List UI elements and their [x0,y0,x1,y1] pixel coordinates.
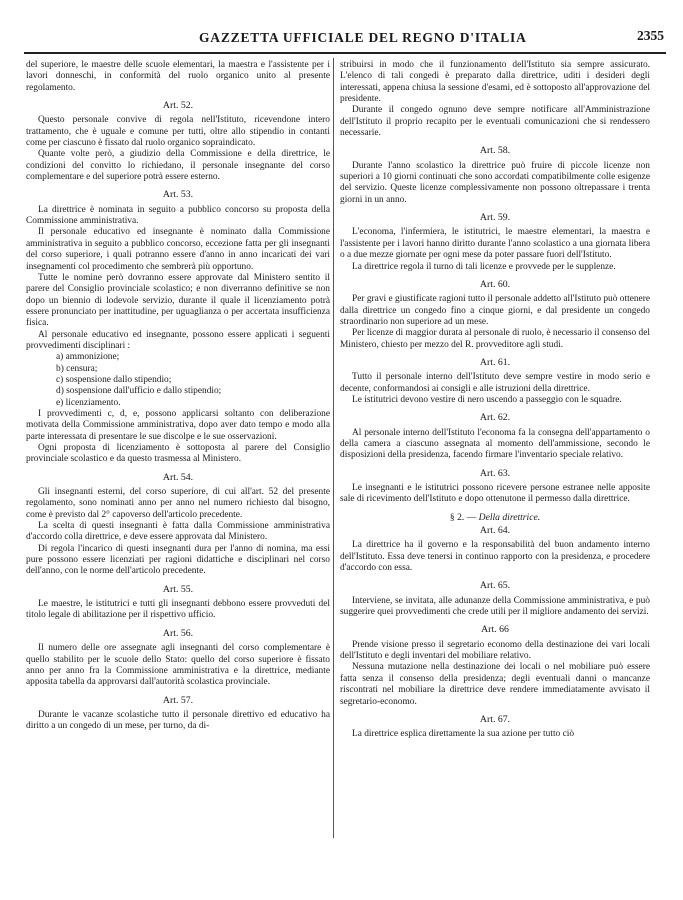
paragraph: Questo personale convive di regola nell'Istituto, ricevendone intero trattamento, che è uguale e comune per tutti, oltre allo stipendio in contanti come per ciascuno è fissato dal ruolo organico sopraindicato. [26,115,330,149]
paragraph: Al personale educativo ed insegnante, possono essere applicati i seguenti provvedimenti disciplinari : [26,329,330,351]
article-heading: Art. 61. [479,356,511,368]
list-item: b) censura; [56,363,98,374]
paragraph: Le istitutrici devono vestire di nero uscendo a passeggio con le squadre. [352,394,622,405]
paragraph: Le maestre, le istitutrici e tutti gli insegnanti debbono essere provveduti del titolo legale di abilitazione per il rispettivo ufficio. [26,599,330,621]
gazette-title: GAZZETTA UFFICIALE DEL REGNO D'ITALIA [199,30,527,45]
paragraph: I provvedimenti c, d, e, possono applicarsi soltanto con deliberazione motivata della Commissione amministrativa, dopo aver dato tempo e modo alla parte interessata di presentare le sue discolpe e le sue osservazioni. [26,408,330,442]
article-heading: Art. 65. [479,580,511,592]
article-heading: Art. 58. [479,145,511,157]
paragraph: Il personale educativo ed insegnante è nominato dalla Commissione amministrativa in seguito a pubblico concorso, eccezione fatta per gli insegnanti del corso superiore, i quali potranno essere d'anno in anno incaricati dei vari insegnamenti col procedimento che sembrerà più opportuno. [26,227,330,272]
header-rule [24,52,666,54]
paragraph: del superiore, le maestre delle scuole elementari, la maestra e l'assistente per i lavori donneschi, in conformità del ruolo organico unito al presente regolamento. [26,60,330,93]
list-item: a) ammonizione; [56,352,120,363]
article-heading: Art. 55. [162,583,194,595]
column-divider [333,58,334,838]
paragraph: Nessuna mutazione nella destinazione dei locali o nel mobiliare può essere fatta senza il consenso della presidenza; degli eventuali danni o mancanze riscontrati nel mobiliare la direttrice deve rendere immediatamente avvisato il segretario-economo. [340,662,650,707]
paragraph: Ogni proposta di licenziamento è sottoposta al parere del Consiglio provinciale scolastico e da questo trasmessa al Ministero. [26,443,330,465]
list-item: d) sospensione dall'ufficio e dallo stipendio; [56,386,222,397]
paragraph: L'economa, l'infermiera, le istitutrici, le maestre elementari, la maestra e l'assistente per i lavori hanno diritto durante l'anno scolastico a una giornata libera o a due mezze giornate per ogni mese da poter passare fuori dell'Istituto. [340,227,650,261]
paragraph: Interviene, se invitata, alle adunanze della Commissione amministrativa, e può suggerire quei provvedimenti che crede utili per il migliore andamento dei servizi. [340,595,650,618]
paragraph: La direttrice ha il governo e la responsabilità del buon andamento interno dell'Istituto. Essa deve tenersi in continuo rapporto con la presidenza, e procedere d'accordo con essa. [340,540,650,574]
right-column [340,60,650,741]
paragraph: Per gravi e giustificate ragioni tutto il personale addetto all'Istituto può ottenere dalla direttrice un congedo fino a cinque giorni, e dal presidente un congedo straordinario non superiore ad un mese. [340,294,650,327]
paragraph: Al personale interno dell'Istituto l'economa fa la consegna dell'appartamento o della camera a ciascuno assegnata al momento dell'ammissione, secondo le disposizioni della presidenza, facendo firmare l'inventario speciale relativo. [340,427,650,461]
article-heading: Art. 62. [479,412,511,424]
article-heading: Art. 52. [162,100,194,112]
article-heading: Art. 67. [479,713,511,725]
paragraph: Le insegnanti e le istitutrici possono ricevere persone estranee nelle apposite sale di ricevimento dell'Istituto e dopo ottenutone il permesso dalla direttrice. [340,483,650,505]
paragraph: stribuirsi in modo che il funzionamento dell'Istituto sia sempre assicurato. L'elenco di tali congedi è preparato dalla direttrice, uditi i desideri degli interessati, appena chiusa la sessione d'esami, ed è sottoposto all'approvazione del presidente. [340,60,650,105]
article-heading: Art. 53. [162,189,194,201]
paragraph: Durante il congedo ognuno deve sempre notificare all'Amministrazione dell'Istituto il proprio recapito per le eventuali comunicazioni che si rendessero necessarie. [340,105,650,139]
article-heading: Art. 60. [479,278,511,290]
paragraph: La direttrice esplica direttamente la sua azione per tutto ciò [352,729,575,740]
paragraph: Quante volte però, a giudizio della Commissione e della direttrice, le condizioni del convitto lo richiedano, il personale insegnante del corso complementare e del superiore potrà essere esterno. [26,149,330,183]
section-label: § 2. — [449,511,479,523]
section-heading [340,512,650,523]
paragraph: Di regola l'incarico di questi insegnanti dura per l'anno di nomina, ma essi pure possono essere licenziati per ragioni didattiche e disciplinari nel corso dell'anno, con le norme dell'articolo precedente. [26,543,330,577]
article-heading: Art. 63. [479,467,511,479]
article-heading: Art. 54. [162,471,194,483]
paragraph: Per licenze di maggior durata al personale di ruolo, è necessario il consenso del Ministero, chiesto per mezzo del R. provveditore agli studi. [340,328,650,350]
disciplinary-list [26,352,330,409]
paragraph: Durante l'anno scolastico la direttrice può fruire di piccole licenze non superiori a 10 giorni continuati che sono accordati compatibilmente colle esigenze del servizio. Queste licenze complessivamente non possono oltrepassare i trenta giorni in un anno. [340,160,650,205]
paragraph: La direttrice è nominata in seguito a pubblico concorso su proposta della Commissione amministrativa. [26,204,330,227]
article-heading: Art. 57. [162,694,194,706]
list-item: c) sospensione dallo stipendio; [56,374,172,385]
paragraph: La direttrice regola il turno di tali licenze e provvede per le supplenze. [352,261,616,272]
article-heading: Art. 59. [479,212,511,224]
section-title: Della direttrice. [478,511,541,523]
left-column [26,60,330,733]
paragraph: La scelta di questi insegnanti è fatta dalla Commissione amministrativa d'accordo colla direttrice, e deve essere approvata dal Ministero. [26,521,330,543]
article-heading: Art. 56. [162,627,194,639]
paragraph: Gli insegnanti esterni, del corso superiore, di cui all'art. 52 del presente regolamento, sono nominati anno per anno nel numero richiesto dal bisogno, come è previsto dal 2° capoverso dell'articolo precedente. [26,487,330,520]
paragraph: Tutto il personale interno dell'Istituto deve sempre vestire in modo serio e decente, conformandosi ai consigli e alle istruzioni della direttrice. [340,372,650,394]
article-heading: Art. 64. [479,525,511,537]
page-number: 2355 [637,28,664,43]
paragraph: Durante le vacanze scolastiche tutto il personale direttivo ed educativo ha diritto a un congedo di un mese, per turno, da di- [26,709,330,732]
paragraph: Tutte le nomine però dovranno essere approvate dal Ministero sentito il parere del Consiglio provinciale scolastico; e non diverranno definitive se non dopo un biennio di lodevole servizio, durante il quale il licenziamento potrà essere pronunciato per inattitudine, per uguaglianza o per accertata insufficienza fisica. [26,272,330,329]
paragraph: Prende visione presso il segretario economo della destinazione dei vari locali dell'Istituto e degli inventari del mobiliare relativo. [340,639,650,662]
list-item: e) licenziamento. [56,397,121,408]
paragraph: Il numero delle ore assegnate agli insegnanti del corso complementare è quello stabilito per le scuole dello Stato: quello del corso superiore è fissato anno per anno fra la Commissione amministrativa e la direttrice, mediante apposita tabella da approvarsi dall'autorità scolastica provinciale. [26,643,330,688]
article-heading: Art. 66 [481,624,509,636]
page-header [24,28,664,50]
